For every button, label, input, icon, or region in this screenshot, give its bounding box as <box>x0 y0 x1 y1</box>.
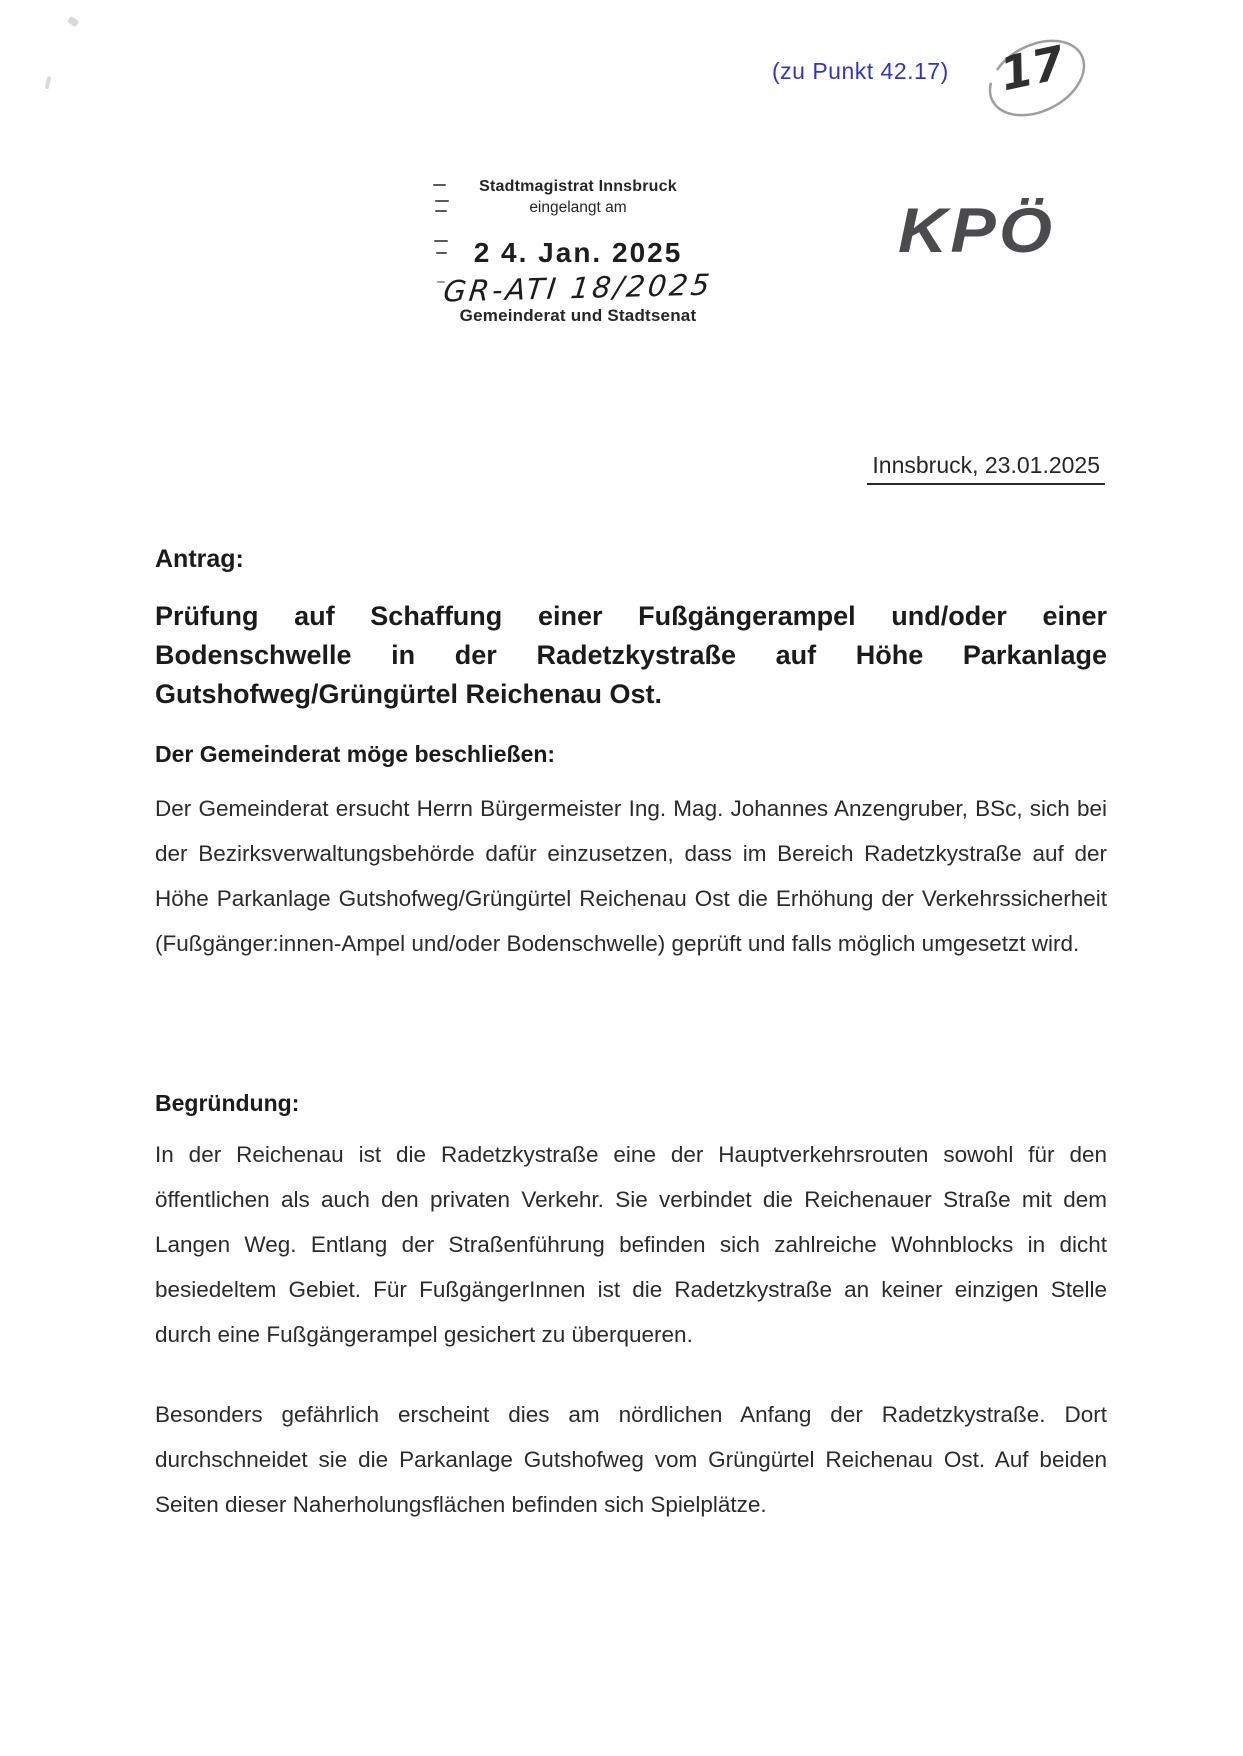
svg-text:17: 17 <box>995 35 1070 102</box>
stamp-edge-mark <box>433 184 446 186</box>
stamp-edge-mark <box>435 210 447 212</box>
stamp-office-name: Stadtmagistrat Innsbruck <box>479 178 677 195</box>
stamp-date: 2 4. Jan. 2025 <box>473 237 683 268</box>
stamp-received-label: eingelangt am <box>529 199 627 216</box>
resolution-heading: Der Gemeinderat möge beschließen: <box>155 741 556 767</box>
kpo-party-logo: KPÖ <box>898 196 1056 266</box>
place-and-date: Innsbruck, 23.01.2025 <box>867 452 1105 485</box>
justification-paragraph-2: Besonders gefährlich erscheint dies am nördlichen Anfang der Radetzkystraße. Dort durchschneidet sie die Parkanlage Gutshofweg vom Grüngürtel Reichenau Ost. Auf beiden Seiten dieser Naherholungsflächen befinden sich Spielplätze. <box>155 1402 1107 1517</box>
receipt-stamp <box>428 178 728 326</box>
motion-section-label: Antrag: <box>155 545 244 573</box>
stamp-edge-mark <box>436 252 447 254</box>
stamp-department: Gemeinderat und Stadtsenat <box>459 306 697 325</box>
stamp-edge-mark <box>434 240 448 242</box>
stamp-edge-mark <box>435 200 449 202</box>
pencil-circle-icon <box>982 26 1094 126</box>
scan-speck-artifact <box>45 76 52 90</box>
handwritten-circled-number <box>982 26 1094 126</box>
resolution-paragraph: Der Gemeinderat ersucht Herrn Bürgermeister Ing. Mag. Johannes Anzengruber, BSc, sich bei der Bezirksverwaltungsbehörde dafür einzusetzen, dass im Bereich Radetzkystraße auf der Höhe Parkanlage Gutshofweg/Grüngürtel Reichenau Ost die Erhöhung der Verkehrssicherheit (Fußgänger:innen-Ampel und/oder Bodenschwelle) geprüft und falls möglich umgesetzt wird. <box>155 796 1107 956</box>
handwritten-file-number: GR-ATI 18/2025 <box>441 267 715 309</box>
motion-title: Prüfung auf Schaffung einer Fußgängerampel und/oder einer Bodenschwelle in der Radetzkystraße auf Höhe Parkanlage Gutshofweg/Grüngürtel Reichenau Ost. <box>155 601 1107 709</box>
agenda-point-reference: (zu Punkt 42.17) <box>772 58 949 84</box>
justification-paragraph-1: In der Reichenau ist die Radetzkystraße eine der Hauptverkehrsrouten sowohl für den öffentlichen als auch den privaten Verkehr. Sie verbindet die Reichenauer Straße mit dem Langen Weg. Entlang der Straßenführung befinden sich zahlreiche Wohnblocks in dicht besiedeltem Gebiet. Für FußgängerInnen ist die Radetzkystraße an keiner einzigen Stelle durch eine Fußgängerampel gesichert zu überqueren. <box>155 1142 1107 1347</box>
scan-speck-artifact <box>67 16 79 27</box>
justification-heading: Begründung: <box>155 1090 300 1116</box>
